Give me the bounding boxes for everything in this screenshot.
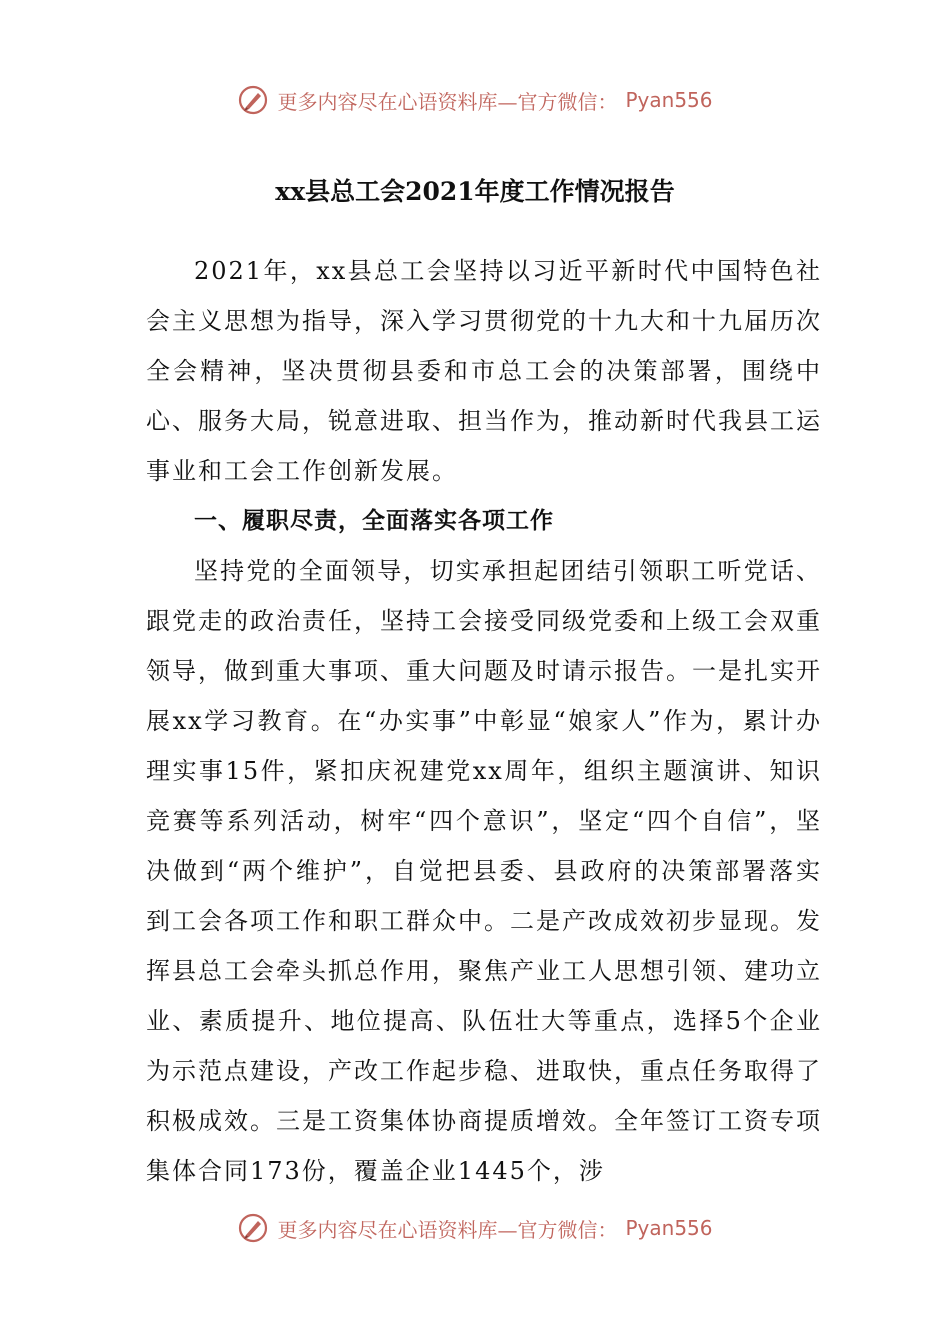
pen-logo-icon: [237, 1212, 269, 1244]
page-title: xx县总工会2021年度工作情况报告: [275, 177, 675, 206]
pen-logo-icon: [237, 84, 269, 116]
watermark-bottom: [0, 1212, 950, 1244]
watermark-wechat-id: Pyan556: [625, 1216, 713, 1240]
document-body: [146, 246, 822, 1196]
watermark-text: 更多内容尽在心语资料库—官方微信：: [277, 89, 618, 114]
section-paragraph: 坚持党的全面领导，切实承担起团结引领职工听党话、跟党走的政治责任，坚持工会接受同级党委和上级工会双重领导，做到重大事项、重大问题及时请示报告。一是扎实开展xx学习教育。在“办实事”中彰显“娘家人”作为，累计办理实事15件，紧扣庆祝建党xx周年，组织主题演讲、知识竞赛等系列活动，树牢“四个意识”，坚定“四个自信”，坚决做到“两个维护”，自觉把县委、县政府的决策部署落实到工会各项工作和职工群众中。二是产改成效初步显现。发挥县总工会牵头抓总作用，聚焦产业工人思想引领、建功立业、素质提升、地位提高、队伍壮大等重点，选择5个企业为示范点建设，产改工作起步稳、进取快，重点任务取得了积极成效。三是工资集体协商提质增效。全年签订工资专项集体合同173份，覆盖企业1445个，涉: [146, 557, 822, 1185]
watermark-text: 更多内容尽在心语资料库—官方微信：: [277, 1217, 618, 1242]
intro-paragraph: 2021年，xx县总工会坚持以习近平新时代中国特色社会主义思想为指导，深入学习贯彻党的十九大和十九届历次全会精神，坚决贯彻县委和市总工会的决策部署，围绕中心、服务大局，锐意进取、担当作为，推动新时代我县工运事业和工会工作创新发展。: [146, 257, 822, 485]
watermark-top: [0, 84, 950, 116]
watermark-wechat-id: Pyan556: [625, 88, 713, 112]
section-heading: 一、履职尽责，全面落实各项工作: [194, 508, 554, 534]
